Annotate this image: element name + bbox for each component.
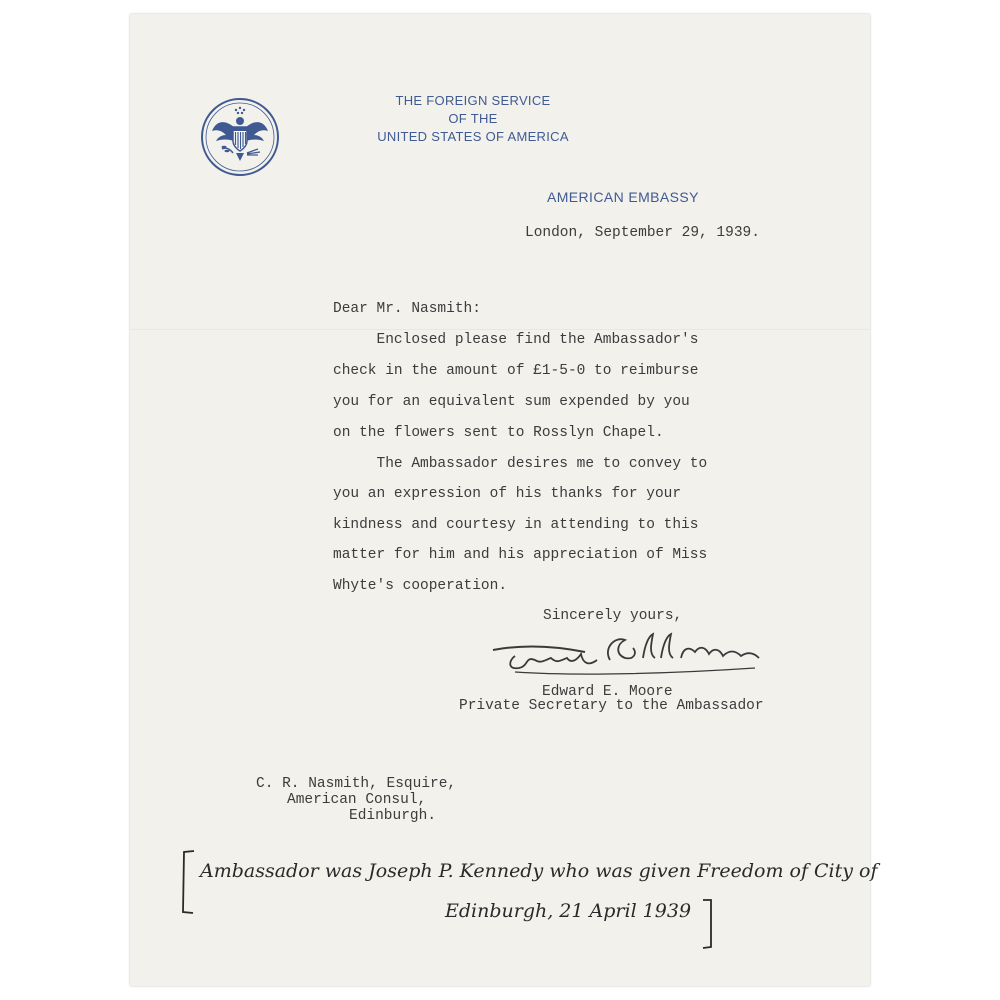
fold-crease [130, 329, 870, 330]
recipient-line: American Consul, [287, 792, 427, 808]
embassy-heading: AMERICAN EMBASSY [547, 189, 699, 205]
recipient-line: Edinburgh. [349, 808, 437, 824]
handwritten-signature [485, 630, 775, 680]
signer-title: Private Secretary to the Ambassador [459, 698, 764, 714]
body-line: Whyte's cooperation. [333, 578, 508, 594]
body-line: you an expression of his thanks for your [333, 486, 682, 502]
recipient-line: C. R. Nasmith, Esquire, [256, 776, 457, 792]
body-line: The Ambassador desires me to convey to [333, 456, 708, 472]
body-line: Enclosed please find the Ambassador's [333, 332, 699, 348]
letterhead-line-2: OF THE [448, 111, 498, 126]
dateline: London, September 29, 1939. [525, 225, 760, 241]
salutation: Dear Mr. Nasmith: [333, 301, 481, 317]
closing: Sincerely yours, [543, 608, 683, 624]
right-bracket [700, 897, 716, 951]
body-line: you for an equivalent sum expended by you [333, 394, 690, 410]
left-bracket [178, 848, 198, 916]
signer-name: Edward E. Moore [542, 684, 673, 700]
letterhead-line-1: THE FOREIGN SERVICE [395, 93, 551, 108]
body-line: check in the amount of £1-5-0 to reimburse [333, 363, 699, 379]
letterhead-line-3: UNITED STATES OF AMERICA [377, 129, 569, 144]
great-seal-icon [200, 97, 280, 177]
body-line: kindness and courtesy in attending to this [333, 517, 699, 533]
handwritten-note-line-2: Edinburgh, 21 April 1939 [445, 900, 692, 922]
body-line: matter for him and his appreciation of Miss [333, 547, 708, 563]
handwritten-note-line-1: Ambassador was Joseph P. Kennedy who was given Freedom of City of [200, 860, 878, 882]
body-line: on the flowers sent to Rosslyn Chapel. [333, 425, 664, 441]
